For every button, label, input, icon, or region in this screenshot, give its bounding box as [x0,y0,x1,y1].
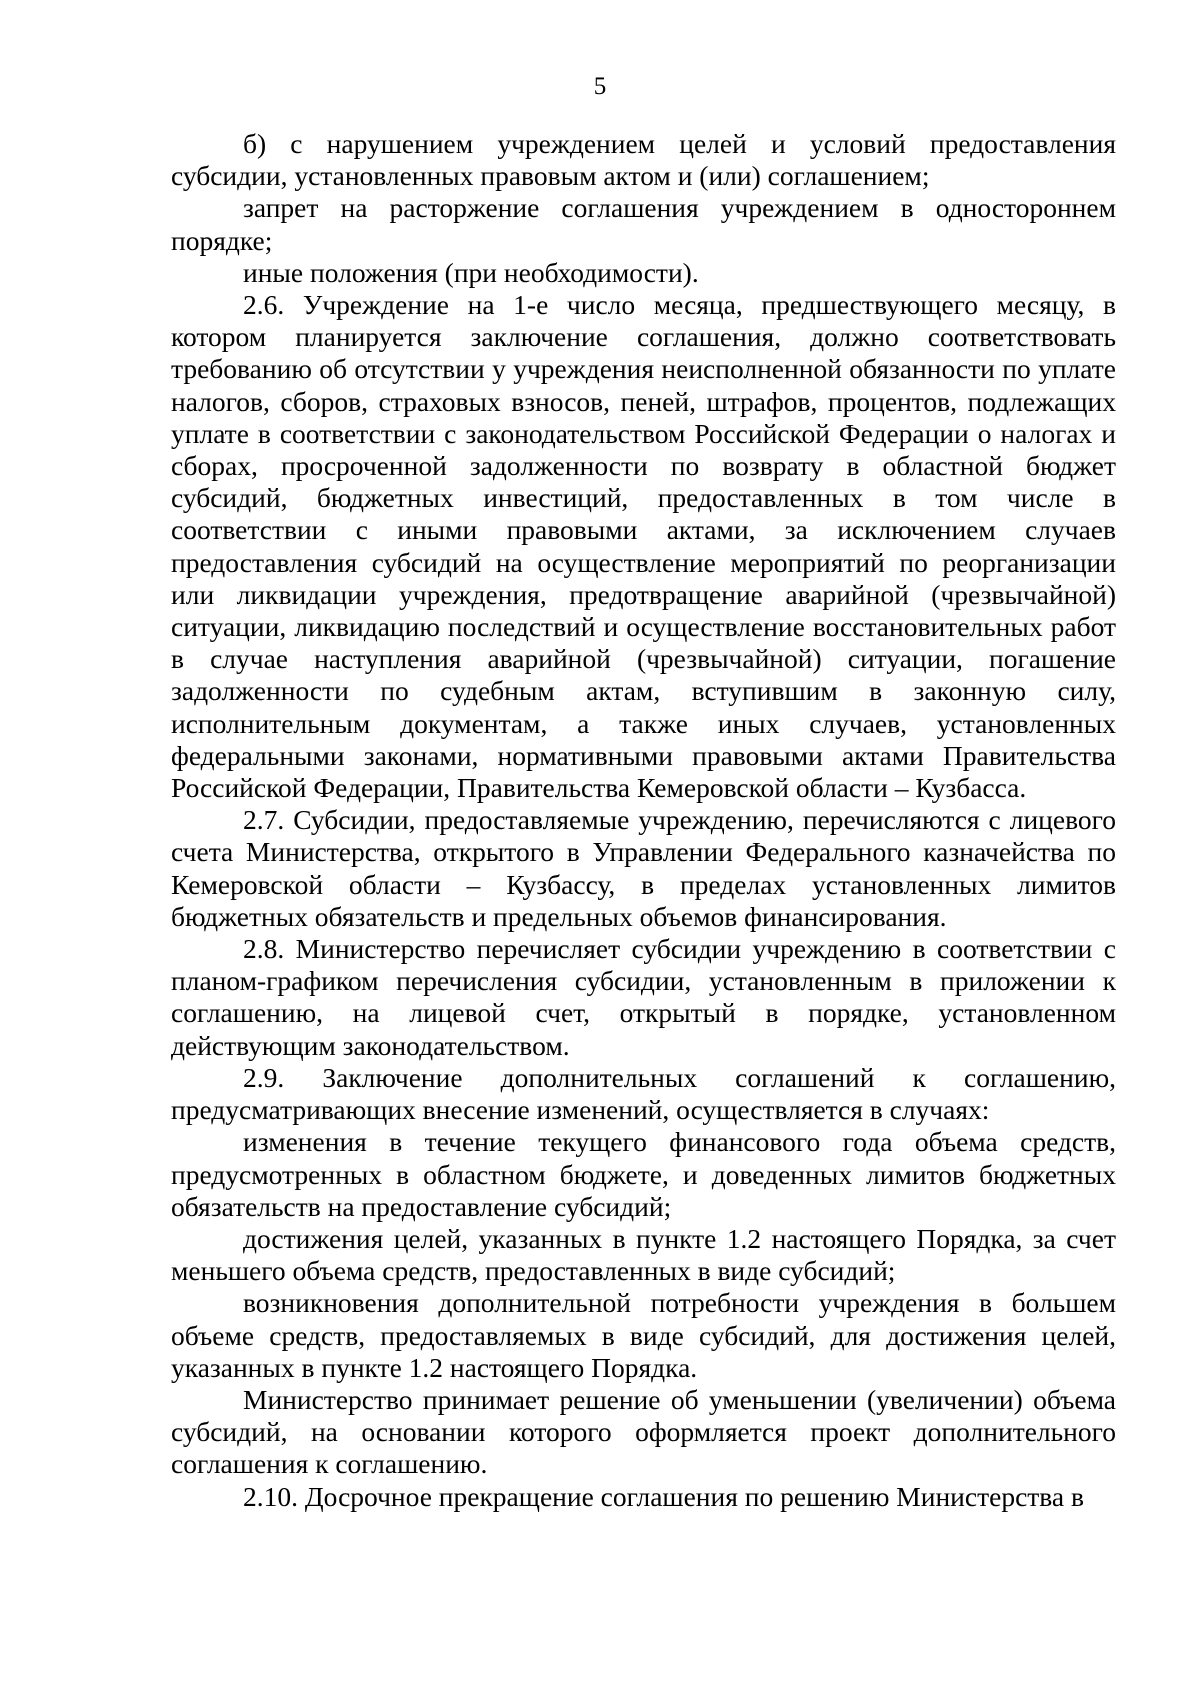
paragraph-2-9-case-goals-achieved: достижения целей, указанных в пункте 1.2 настоящего Порядка, за счет меньшего объема средств, предоставленных в виде субсидий; [171,1222,1116,1287]
paragraph-2-9-case-budget-change: изменения в течение текущего финансового года объема средств, предусмотренных в областном бюджете, и доведенных лимитов бюджетных обязательств на предоставление субсидий; [171,1126,1116,1222]
paragraph-2-9-case-additional-need: возникновения дополнительной потребности учреждения в большем объеме средств, предоставляемых в виде субсидий, для достижения целей, указанных в пункте 1.2 настоящего Порядка. [171,1287,1116,1383]
document-body [171,128,1116,1513]
paragraph-2-7: 2.7. Субсидии, предоставляемые учреждению, перечисляются с лицевого счета Министерства, открытого в Управлении Федерального казначейства по Кемеровской области – Кузбассу, в пределах установленных лимитов бюджетных обязательств и предельных объемов финансирования. [171,804,1116,932]
paragraph-other-provisions: иные положения (при необходимости). [243,256,699,288]
paragraph-violation-item-b: б) с нарушением учреждением целей и условий предоставления субсидии, установленных правовым актом и (или) соглашением; [171,128,1116,192]
paragraph-2-9: 2.9. Заключение дополнительных соглашений к соглашению, предусматривающих внесение изменений, осуществляется в случаях: [171,1061,1116,1126]
paragraph-ministry-decision: Министерство принимает решение об уменьшении (увеличении) объема субсидий, на основании которого оформляется проект дополнительного соглашения к соглашению. [171,1383,1116,1480]
paragraph-2-10: 2.10. Досрочное прекращение соглашения по решению Министерства в [243,1480,1084,1512]
paragraph-2-8: 2.8. Министерство перечисляет субсидии учреждению в соответствии с планом-графиком перечисления субсидии, установленным в приложении к соглашению, на лицевой счет, открытый в порядке, установленном действующим законодательством. [171,933,1116,1061]
paragraph-unilateral-termination-ban: запрет на расторжение соглашения учреждением в одностороннем порядке; [171,192,1116,256]
page-number: 5 [593,73,607,100]
paragraph-2-6: 2.6. Учреждение на 1-е число месяца, предшествующего месяцу, в котором планируется заключение соглашения, должно соответствовать требованию об отсутствии у учреждения неисполненной обязанности по уплате налогов, сборов, страховых взносов, пеней, штрафов, процентов, подлежащих уплате в соответствии с законодательством Российской Федерации о налогах и сборах, просроченной задолженности по возврату в областной бюджет субсидий, бюджетных инвестиций, предоставленных в том числе в соответствии с иными правовыми актами, за исключением случаев предоставления субсидий на осуществление мероприятий по реорганизации или ликвидации учреждения, предотвращение аварийной (чрезвычайной) ситуации, ликвидацию последствий и осуществление восстановительных работ в случае наступления аварийной (чрезвычайной) ситуации, погашение задолженности по судебным актам, вступившим в законную силу, исполнительным документам, а также иных случаев, установленных федеральными законами, нормативными правовыми актами Правительства Российской Федерации, Правительства Кемеровской области – Кузбасса. [171,289,1116,804]
